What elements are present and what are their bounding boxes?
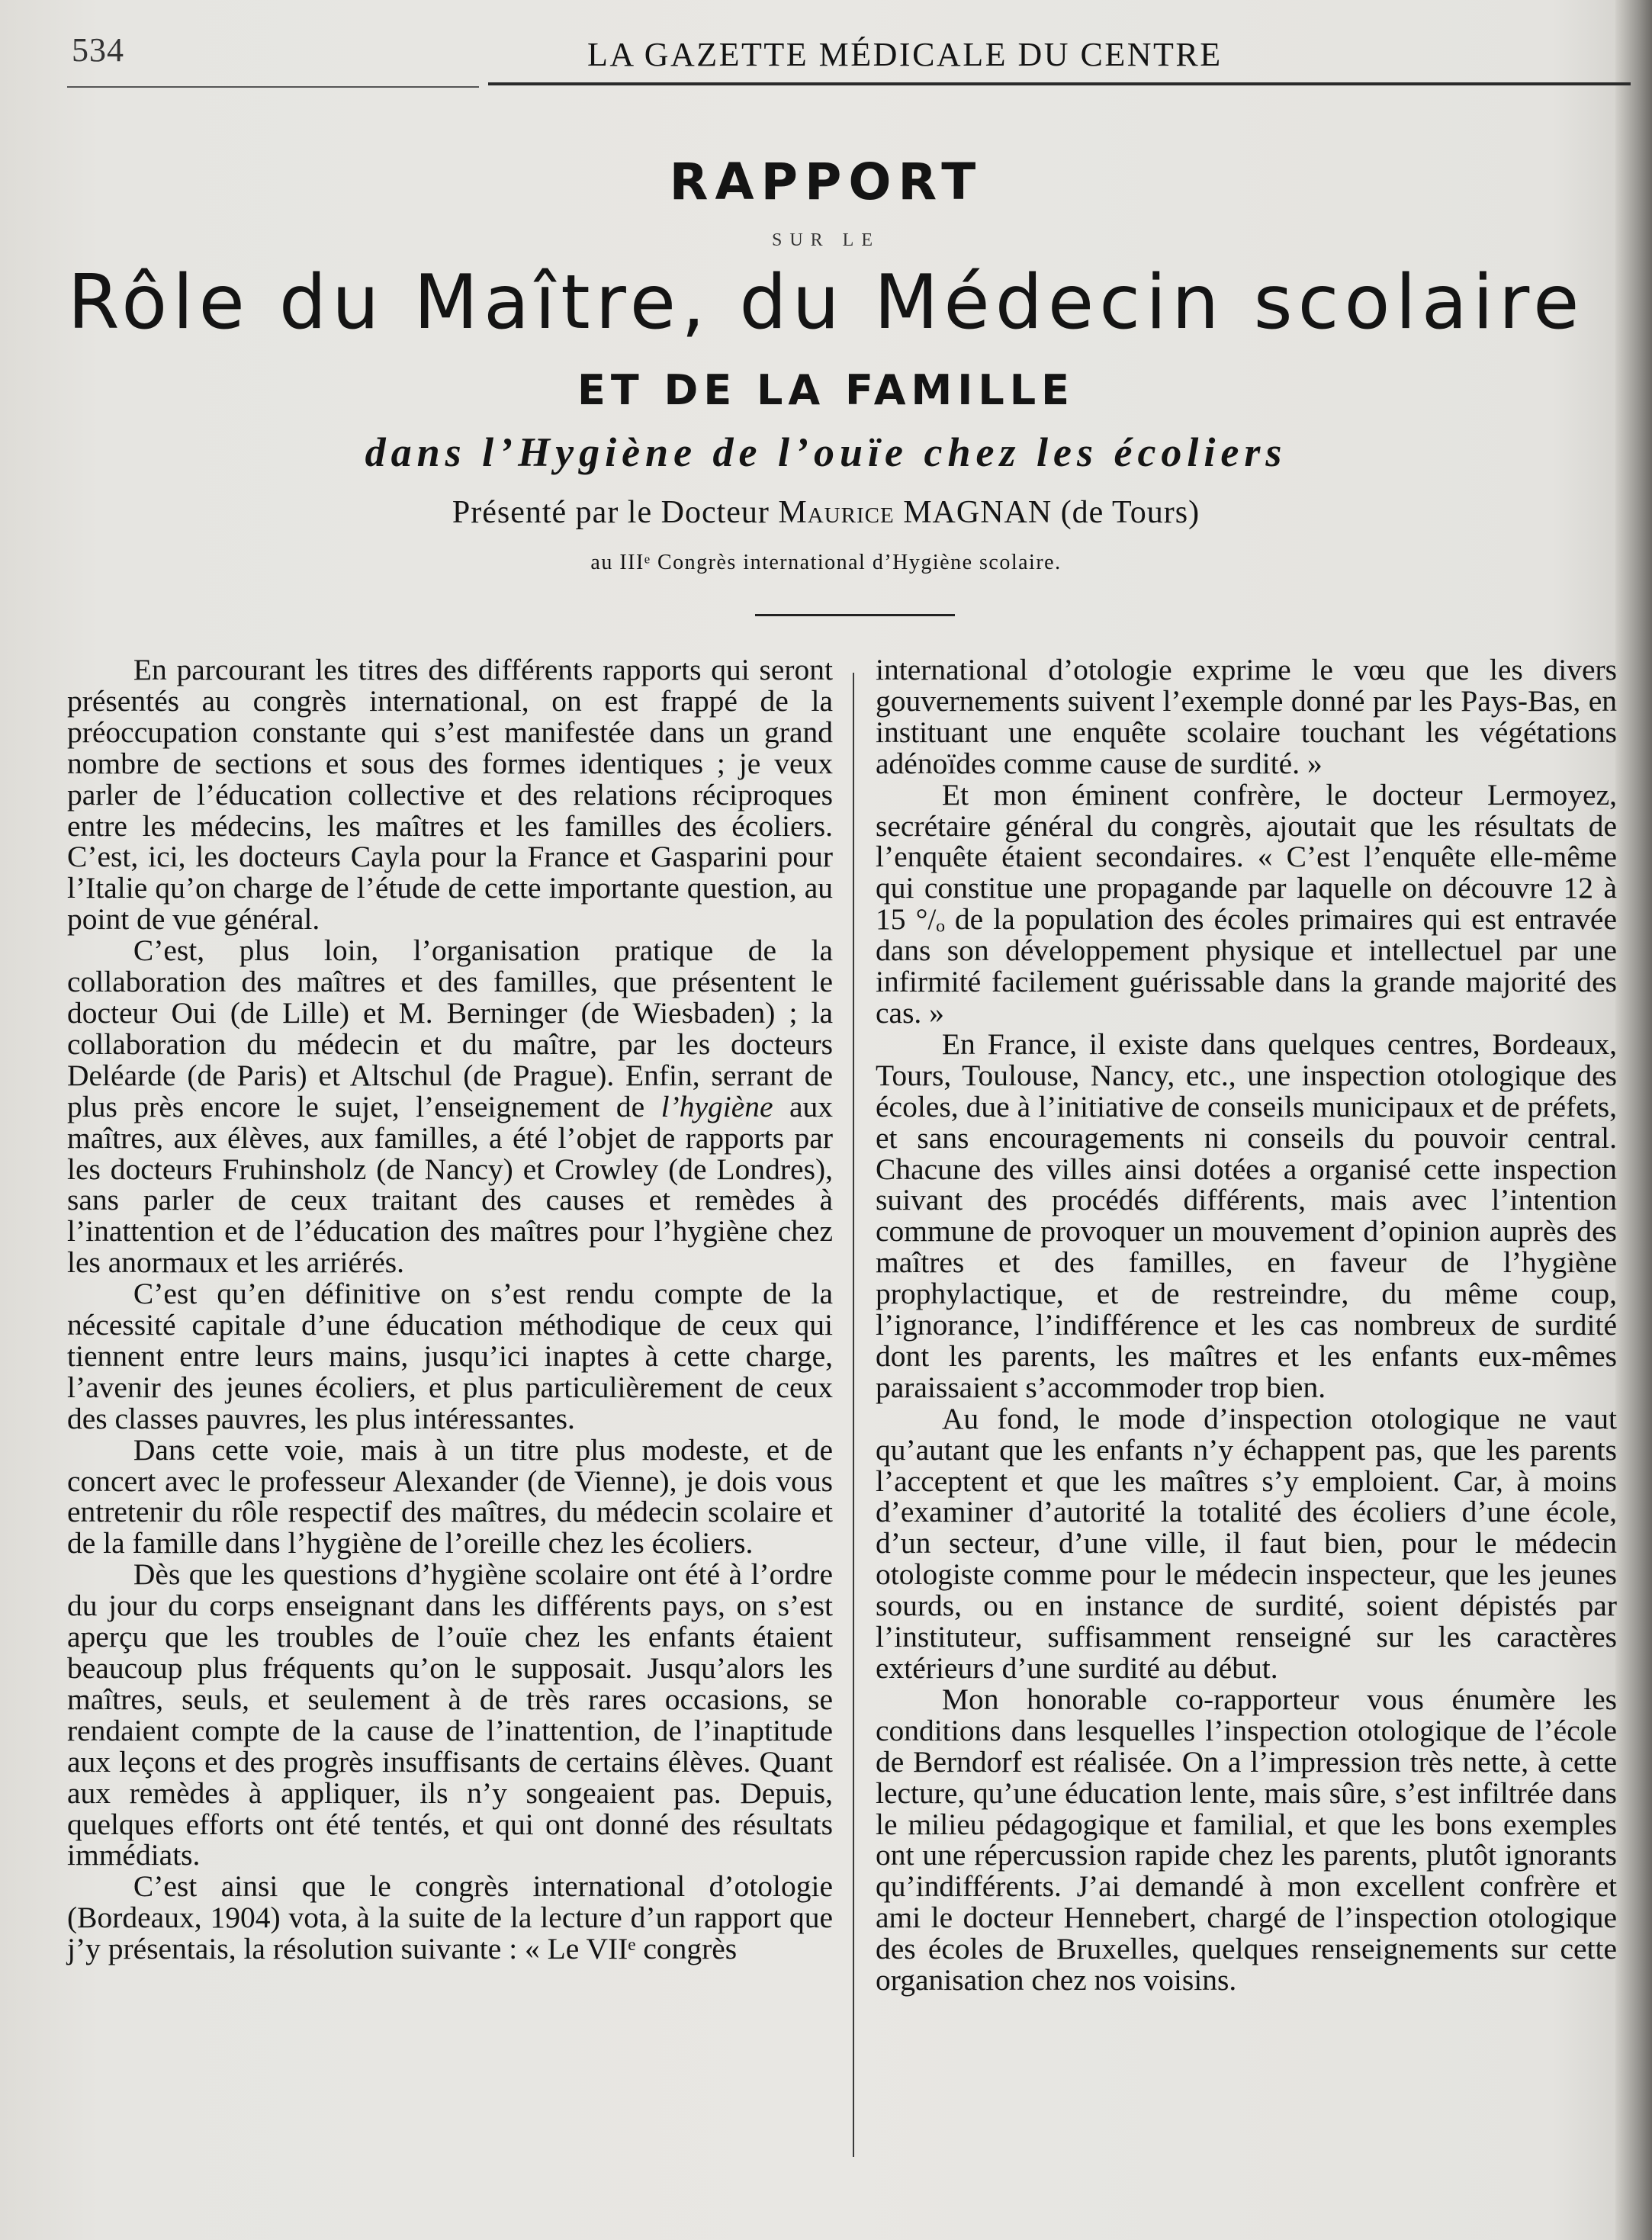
paragraph: Dans cette voie, mais à un titre plus modeste, et de concert avec le professeur Alexander (de Vienne), je dois vous entretenir du rôle respectif des maîtres, du médecin scolaire et de la famille dans l’hygiène de l’oreille chez les écoliers. bbox=[67, 1432, 833, 1560]
column-divider bbox=[853, 673, 854, 2157]
author-line bbox=[0, 494, 1652, 531]
paragraph: En parcourant les titres des différents rapports qui seront présentés au congrès international, on est frappé de la préoccupation constante qui s’est manifestée dans un grand nombre de sections et sous des formes identiques ; je veux parler de l’éducation collective et des relations réciproques entre les médecins, les maîtres et les familles des écoliers. C’est, ici, les docteurs Cayla pour la France et Gasparini pour l’Italie qu’on charge de l’étude de cette importante question, au point de vue général. bbox=[67, 653, 833, 937]
journal-title: LA GAZETTE MÉDICALE DU CENTRE bbox=[587, 36, 1223, 73]
paragraph bbox=[67, 935, 833, 1278]
paragraph: C’est ainsi que le congrès international d’otologie (Bordeaux, 1904) vota, à la suite de la lecture d’un rapport que j’y présentais, la résolution suivante : « Le VIIᵉ congrès bbox=[67, 1869, 833, 1966]
left-column bbox=[67, 654, 833, 1965]
author-first-name: Maurice bbox=[778, 495, 895, 530]
paragraph: Dès que les questions d’hygiène scolaire ont été à l’ordre du jour du corps enseignant dans les différents pays, on s’est aperçu que les troubles de l’ouïe chez les enfants étaient beaucoup plus fréquents qu’on le supposait. Jusqu’alors les maîtres, seuls, et seulement à de très rares occasions, se rendaient compte de la cause de l’inattention, de l’inaptitude aux leçons et des progrès insuffisants de certains élèves. Quant aux remèdes à appliquer, ils n’y songeaient pas. Depuis, quelques efforts ont été tentés, et qui ont donné des résultats immédiats. bbox=[67, 1557, 833, 1872]
paragraph: En France, il existe dans quelques centres, Bordeaux, Tours, Toulouse, Nancy, etc., une inspection otologique des écoles, due à l’initiative de conseils municipaux et de préfets, et sans encouragements ni conseils du pouvoir central. Chacune des villes ainsi dotées a organisé cette inspection suivant des procédés différents, mais avec l’intention commune de provoquer un mouvement d’opinion auprès des maîtres et des familles, en faveur de l’hygiène prophylactique, et de restreindre, du même coup, l’ignorance, l’indifférence et les cas nombreux de surdité dont les parents, les maîtres et les enfants eux-mêmes paraissaient s’accommoder trop bien. bbox=[876, 1027, 1617, 1404]
subtitle: dans l’Hygiène de l’ouïe chez les écoliers bbox=[365, 429, 1287, 475]
paragraph-text: aux maîtres, aux élèves, aux familles, a été l’objet de rapports par les docteurs Fruhinsholz (de Nancy) et Crowley (de Londres), sans parler de ceux traitant des causes et remèdes à l’inattention et de l’éducation des maîtres pour l’hygiène chez les anormaux et les arriérés. bbox=[67, 1089, 834, 1280]
presente-prefix: Présenté par le Docteur bbox=[452, 495, 770, 530]
right-column bbox=[876, 654, 1617, 1996]
header-rule-left bbox=[67, 86, 479, 88]
paragraph: Mon honorable co-rapporteur vous énumère les conditions dans lesquelles l’inspection otologique de l’école de Berndorf est réalisée. On a l’impression très nette, à cette lecture, qu’une éducation lente, mais sûre, s’est infiltrée dans le milieu pédagogique et familial, et que les bons exemples ont une répercussion rapide chez les parents, plutôt ignorants qu’indifférents. J’ai demandé à mon excellent confrère et ami le docteur Hennebert, chargé de l’inspection otologique des écoles de Bruxelles, quelques renseignements sur cette organisation chez nos voisins. bbox=[876, 1682, 1617, 1997]
author-last-name: MAGNAN (de Tours) bbox=[903, 495, 1200, 530]
paragraph-text: C’est, plus loin, l’organisation pratique de la collaboration des maîtres et des familles, que présentent le docteur Oui (de Lille) et M. Berninger (de Wiesbaden) ; la collaboration du médecin et du maître, par les docteurs Deléarde (de Paris) et Altschul (de Prague). Enfin, serrant de plus près encore le sujet, l’enseignement de bbox=[67, 934, 833, 1123]
page-number: 534 bbox=[72, 31, 124, 69]
main-title: Rôle du Maître, du Médecin scolaire bbox=[67, 259, 1585, 346]
paragraph: Et mon éminent confrère, le docteur Lermoyez, secrétaire général du congrès, ajoutait que les résultats de l’enquête étaient secondaires. « C’est l’enquête elle-même qui constitue une propagande par laquelle on découvre 12 à 15 °/ₒ de la population des écoles primaires qui est entravée dans son développement physique et intellectuel par une infirmité facilement guérissable dans la grande majorité des cas. » bbox=[876, 777, 1617, 1030]
header-rule bbox=[488, 82, 1631, 85]
italic-hygiene: l’hygiène bbox=[660, 1089, 773, 1123]
paragraph: Au fond, le mode d’inspection otologique ne vaut qu’autant que les enfants n’y échappent pas, que les parents l’acceptent et que les maîtres s’y emploient. Car, à moins d’examiner d’autorité la totalité des écoliers d’une école, d’un secteur, d’une ville, il faut bien, pour le médecin otologiste comme pour le médecin inspecteur, que les jeunes sourds, ou en instance de surdité, soient dépistés par l’instituteur, suffisamment renseigné sur les caractères extérieurs d’une surdité au début. bbox=[876, 1401, 1617, 1685]
title-sur-le: SUR LE bbox=[771, 230, 880, 250]
running-head bbox=[0, 31, 1652, 84]
title-rapport: RAPPORT bbox=[669, 153, 983, 211]
congress-line: au IIIᵉ Congrès international d’Hygiène scolaire. bbox=[590, 551, 1062, 574]
title-famille: ET DE LA FAMILLE bbox=[577, 366, 1075, 414]
paragraph: C’est qu’en définitive on s’est rendu compte de la nécessité capitale d’une éducation méthodique de ceux qui tiennent entre leurs mains, jusqu’ici inaptes à cette charge, l’avenir des jeunes écoliers, et plus particulièrement de ceux des classes pauvres, les plus intéressantes. bbox=[67, 1277, 833, 1435]
paragraph-continued: international d’otologie exprime le vœu que les divers gouvernements suivent l’exemple donné par les Pays-Bas, en instituant une enquête scolaire touchant les végétations adénoïdes comme cause de surdité. » bbox=[876, 653, 1617, 780]
title-rule bbox=[755, 614, 955, 616]
